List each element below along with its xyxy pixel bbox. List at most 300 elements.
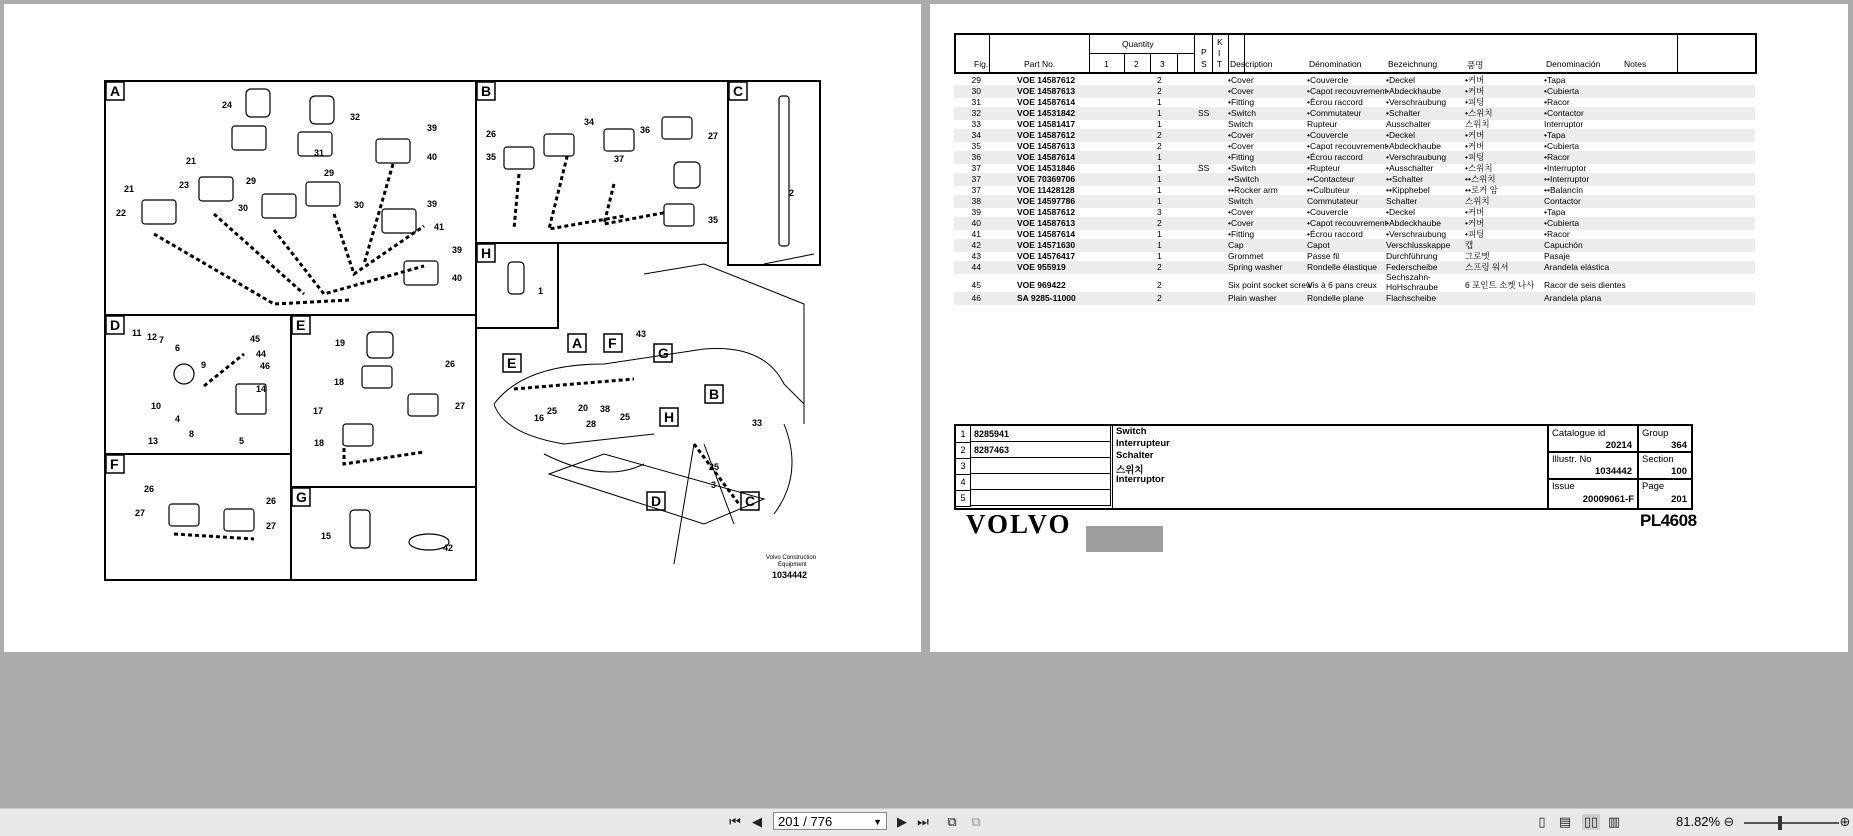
- title-name: 스위치: [1116, 465, 1144, 476]
- cell-fig: 29: [971, 75, 981, 85]
- header-i: I: [1218, 48, 1221, 58]
- cell-fr: •Couvercle: [1307, 207, 1349, 217]
- cell-es: Contactor: [1544, 196, 1581, 206]
- cell-de: Federscheibe: [1386, 262, 1438, 272]
- ref-number: 3: [956, 458, 971, 475]
- illustration-number: 1034442: [772, 570, 808, 580]
- cell-fr: •Commutateur: [1307, 108, 1362, 118]
- cell-pn: VOE 14587612: [1017, 75, 1076, 85]
- callout-number: 39: [452, 245, 463, 255]
- cell-de: •Verschraubung: [1386, 229, 1447, 239]
- title-name: Interrupteur: [1116, 438, 1170, 449]
- cell-fr: Rondelle élastique: [1307, 262, 1377, 272]
- header-fig: Fig.: [974, 59, 989, 69]
- cell-desc: •Fitting: [1228, 97, 1255, 107]
- panel-label-G: G: [658, 345, 669, 361]
- callout-number: 12: [147, 332, 158, 342]
- cell-fig: 34: [971, 130, 981, 140]
- cell-es: •Contactor: [1544, 108, 1584, 118]
- cell-fr: •Capot recouvrement: [1307, 218, 1387, 228]
- cell-pn: VOE 14576417: [1017, 251, 1076, 261]
- cell-fig: 43: [971, 251, 981, 261]
- cell-desc: •Fitting: [1228, 152, 1255, 162]
- cell-desc: ••Rocker arm: [1228, 185, 1278, 195]
- ref-number: 1: [956, 426, 971, 443]
- cell-fig: 37: [971, 185, 981, 195]
- cell-fig: 30: [971, 86, 981, 96]
- cell-de: Schalter: [1386, 196, 1418, 206]
- callout-number: 40: [427, 152, 438, 162]
- cell-ko: 스위치: [1465, 119, 1490, 129]
- cell-q2: 1: [1157, 119, 1162, 129]
- cell-fr: •Écrou raccord: [1307, 229, 1363, 239]
- page-tab-marker: [1086, 526, 1163, 552]
- header-description: Description: [1230, 59, 1273, 69]
- callout-number: 38: [600, 404, 611, 414]
- cell-pn: VOE 14581417: [1017, 119, 1076, 129]
- cell-desc: Plain washer: [1228, 293, 1277, 303]
- cell-q2: 2: [1157, 280, 1162, 290]
- callout-number: 26: [266, 496, 277, 506]
- callout-number: 26: [445, 359, 456, 369]
- callout-number: 24: [222, 100, 233, 110]
- catalogue-id-label: Catalogue id: [1552, 428, 1606, 439]
- cell-ko: •커버: [1465, 130, 1485, 140]
- panel-label-F: F: [110, 456, 119, 472]
- header-denomination: Dénomination: [1309, 59, 1362, 69]
- cell-ko: •피팅: [1465, 229, 1485, 239]
- cell-es: •Tapa: [1544, 75, 1566, 85]
- cell-fig: 37: [971, 174, 981, 184]
- cell-ko: ••로커 암: [1465, 185, 1498, 195]
- cell-fig: 40: [971, 218, 981, 228]
- cell-q2: 2: [1157, 86, 1162, 96]
- cell-fig: 33: [971, 119, 981, 129]
- cell-q2: 1: [1157, 174, 1162, 184]
- cell-pn: VOE 14587614: [1017, 229, 1076, 239]
- issue-value: 20009061-F: [1582, 494, 1634, 505]
- cell-de: ••Schalter: [1386, 174, 1424, 184]
- cell-de: •Verschraubung: [1386, 97, 1447, 107]
- cell-q2: 2: [1157, 75, 1162, 85]
- cell-fig: 35: [971, 141, 981, 151]
- callout-number: 36: [640, 125, 651, 135]
- cell-fig: 36: [971, 152, 981, 162]
- cell-ko: •커버: [1465, 218, 1485, 228]
- cell-es: Racor de seis dientes: [1544, 280, 1626, 290]
- callout-number: 22: [116, 208, 127, 218]
- cell-de: Ausschalter: [1386, 119, 1431, 129]
- callout-number: 13: [148, 436, 159, 446]
- cell-ko: •커버: [1465, 141, 1485, 151]
- header-notes: Notes: [1624, 59, 1647, 69]
- cell-ko: ••스위치: [1465, 174, 1496, 184]
- cell-ko: •피팅: [1465, 152, 1485, 162]
- cell-q2: 1: [1157, 185, 1162, 195]
- cell-desc: ••Switch: [1228, 174, 1259, 184]
- cell-de: •Deckel: [1386, 75, 1415, 85]
- cell-q2: 1: [1157, 152, 1162, 162]
- cell-es: •Tapa: [1544, 130, 1566, 140]
- ref-value: 8285941: [971, 426, 1111, 442]
- title-block: [954, 424, 1693, 510]
- callout-number: 2: [789, 188, 795, 198]
- cell-fr: Commutateur: [1307, 196, 1359, 206]
- cell-de: Durchführung: [1386, 251, 1438, 261]
- callout-number: 28: [586, 419, 597, 429]
- cell-desc: •Cover: [1228, 86, 1254, 96]
- cell-es: •Racor: [1544, 97, 1570, 107]
- cell-es: •Cubierta: [1544, 218, 1580, 228]
- cell-pn: SA 9285-11000: [1017, 293, 1076, 303]
- catalogue-id: 20214: [1605, 440, 1632, 451]
- cell-de: •Deckel: [1386, 130, 1415, 140]
- callout-number: 43: [636, 329, 647, 339]
- zoom-slider-thumb[interactable]: [1778, 816, 1782, 830]
- cell-q2: 1: [1157, 229, 1162, 239]
- header-korean: 품명: [1467, 60, 1484, 70]
- cell-pn: VOE 14531842: [1017, 108, 1076, 118]
- cell-fr: Capot: [1307, 240, 1330, 250]
- table-row: [954, 292, 1755, 305]
- zoom-slider[interactable]: [1744, 822, 1839, 824]
- panel-label-A: A: [572, 335, 583, 351]
- panel-label-H: H: [664, 409, 675, 425]
- callout-number: 16: [534, 413, 545, 423]
- cell-q2: 1: [1157, 251, 1162, 261]
- cell-fig: 32: [971, 108, 981, 118]
- callout-number: 39: [427, 199, 438, 209]
- callout-number: 9: [201, 360, 207, 370]
- caption-line2: Equipment: [778, 562, 807, 568]
- cell-fig: 42: [971, 240, 981, 250]
- callout-number: 46: [260, 361, 271, 371]
- cell-de: •Abdeckhaube: [1386, 141, 1441, 151]
- cell-es: Pasaje: [1544, 251, 1570, 261]
- callout-number: 34: [584, 117, 595, 127]
- callout-number: 19: [335, 338, 346, 348]
- callout-number: 27: [135, 508, 146, 518]
- cell-ko: •피팅: [1465, 97, 1485, 107]
- callout-number: 31: [314, 148, 325, 158]
- cell-fr: Rondelle plane: [1307, 293, 1364, 303]
- callout-number: 35: [486, 152, 497, 162]
- table-header: [954, 33, 1757, 74]
- cell-fig: 46: [971, 293, 981, 303]
- cell-pn: VOE 14587612: [1017, 130, 1076, 140]
- callout-number: 23: [179, 180, 190, 190]
- caption-line1: Volvo Construction: [766, 555, 817, 561]
- panel-label-B: B: [709, 386, 720, 402]
- chevron-down-icon: ▼: [873, 817, 882, 827]
- group-label: Group: [1642, 428, 1669, 439]
- cell-desc: Cap: [1228, 240, 1244, 250]
- panel-label-E: E: [296, 317, 306, 333]
- callout-number: 27: [708, 131, 719, 141]
- cell-fig: 39: [971, 207, 981, 217]
- header-p: P: [1201, 47, 1207, 57]
- callout-number: 8: [189, 429, 195, 439]
- cell-fig: 45: [971, 280, 981, 290]
- cell-q2: 2: [1157, 293, 1162, 303]
- callout-number: 40: [452, 273, 463, 283]
- panel-label-A: A: [110, 83, 121, 99]
- illustr-no: 1034442: [1595, 466, 1632, 477]
- cell-de: •Abdeckhaube: [1386, 86, 1441, 96]
- cell-fig: 38: [971, 196, 981, 206]
- ref-value: 8287463: [971, 442, 1111, 458]
- ref-number: 4: [956, 474, 971, 491]
- cell-pn: VOE 14531846: [1017, 163, 1076, 173]
- cell-q2: 2: [1157, 262, 1162, 272]
- panel-label-C: C: [733, 83, 744, 99]
- cell-ko: 스위치: [1465, 196, 1490, 206]
- cell-pn: VOE 70369706: [1017, 174, 1076, 184]
- page-value: 201: [1671, 494, 1687, 505]
- cell-desc: Grommet: [1228, 251, 1264, 261]
- cell-pn: VOE 14587613: [1017, 86, 1076, 96]
- issue-label: Issue: [1552, 481, 1575, 492]
- first-page-icon[interactable]: ⏮: [729, 814, 741, 829]
- cell-desc: •Fitting: [1228, 229, 1255, 239]
- cell-fr: •Écrou raccord: [1307, 152, 1363, 162]
- cell-fig: 44: [971, 262, 981, 272]
- cell-pn: VOE 14587614: [1017, 97, 1076, 107]
- panel-label-F: F: [608, 335, 617, 351]
- cell-fr: •Capot recouvrement: [1307, 86, 1387, 96]
- panel-label-E: E: [507, 355, 517, 371]
- panel-G-frame: [291, 487, 476, 580]
- page-label: Page: [1642, 481, 1665, 492]
- cell-q2: 2: [1157, 218, 1162, 228]
- cell-desc: •Cover: [1228, 218, 1254, 228]
- cell-fr: Rupteur: [1307, 119, 1338, 129]
- cell-fr: ••Contacteur: [1307, 174, 1355, 184]
- cell-de: •Ausschalter: [1386, 163, 1434, 173]
- section-label: Section: [1642, 454, 1674, 465]
- viewer-toolbar: [0, 808, 1853, 836]
- panel-label-H: H: [481, 245, 492, 261]
- callout-number: 5: [239, 436, 245, 446]
- callout-number: 20: [578, 403, 589, 413]
- panel-label-B: B: [481, 83, 492, 99]
- cell-pn: VOE 969422: [1017, 280, 1066, 290]
- cell-es: •Interruptor: [1544, 163, 1587, 173]
- cell-fig: 41: [971, 229, 981, 239]
- cell-ps: SS: [1198, 108, 1210, 118]
- cell-pn: VOE 14587613: [1017, 141, 1076, 151]
- table-row: [954, 272, 1755, 292]
- catalogue-code: PL4608: [1640, 511, 1697, 530]
- cell-es: •Racor: [1544, 152, 1570, 162]
- cell-es: ••Balancín: [1544, 185, 1584, 195]
- cell-fig: 37: [971, 163, 981, 173]
- panel-C-frame: [728, 81, 820, 265]
- cell-q2: 1: [1157, 240, 1162, 250]
- cell-fr: •Couvercle: [1307, 75, 1349, 85]
- single-page-view-icon[interactable]: ▯: [1538, 814, 1546, 829]
- callout-number: 33: [752, 418, 763, 428]
- header-denominacion: Denominación: [1546, 59, 1601, 69]
- cell-q2: 2: [1157, 141, 1162, 151]
- ref-number: 5: [956, 490, 971, 507]
- zoom-out-icon[interactable]: ⊖: [1723, 814, 1735, 829]
- callout-number: 42: [443, 543, 454, 553]
- ref-value: [971, 474, 1111, 490]
- cell-ko: •스위치: [1465, 163, 1493, 173]
- volvo-logo: VOLVO: [966, 509, 1072, 539]
- cell-es: Capuchón: [1544, 240, 1583, 250]
- callout-number: 30: [238, 203, 249, 213]
- cell-de: •Verschraubung: [1386, 152, 1447, 162]
- panel-label-D: D: [651, 493, 662, 509]
- illustr-label: Illustr. No: [1552, 454, 1592, 465]
- cell-pn: VOE 14597786: [1017, 196, 1076, 206]
- cell-es: ••Interruptor: [1544, 174, 1590, 184]
- cell-pn: VOE 955919: [1017, 262, 1066, 272]
- title-name: Interruptor: [1116, 474, 1165, 485]
- title-name: Switch: [1116, 426, 1147, 437]
- cell-es: •Racor: [1544, 229, 1570, 239]
- zoom-in-icon[interactable]: ⊕: [1839, 814, 1851, 829]
- cell-desc: Switch: [1228, 119, 1254, 129]
- cell-desc: •Switch: [1228, 108, 1257, 118]
- header-part-no: Part No.: [1024, 59, 1056, 69]
- callout-number: 21: [186, 156, 197, 166]
- cell-es: •Tapa: [1544, 207, 1566, 217]
- ref-number: 2: [956, 442, 971, 459]
- drawing-page: [4, 4, 921, 652]
- parts-drawing: [4, 4, 921, 652]
- panel-label-D: D: [110, 317, 121, 333]
- cell-es: •Cubierta: [1544, 141, 1580, 151]
- header-q2: 2: [1134, 59, 1139, 69]
- callout-number: 30: [354, 200, 365, 210]
- page-number-select[interactable]: [773, 812, 887, 830]
- cell-ko: 6 포인트 소켓 나사: [1465, 280, 1535, 290]
- cell-de: ••Kipphebel: [1386, 185, 1430, 195]
- header-q3: 3: [1160, 59, 1165, 69]
- callout-number: 1: [538, 286, 544, 296]
- cell-de: •Deckel: [1386, 207, 1415, 217]
- cell-de: Flachscheibe: [1386, 293, 1437, 303]
- callout-number: 10: [151, 401, 162, 411]
- header-s: S: [1201, 59, 1207, 69]
- section-value: 100: [1671, 466, 1687, 477]
- title-name: Schalter: [1116, 450, 1154, 461]
- callout-number: 25: [709, 462, 720, 472]
- callout-number: 6: [175, 343, 181, 353]
- callout-number: 35: [708, 215, 719, 225]
- rotate-page-icon[interactable]: ⧉: [947, 814, 957, 829]
- last-page-icon[interactable]: ⏭: [917, 814, 929, 829]
- header-quantity: Quantity: [1122, 39, 1154, 49]
- cell-q2: 1: [1157, 163, 1162, 173]
- callout-number: 25: [620, 412, 631, 422]
- cell-q2: 3: [1157, 207, 1162, 217]
- cell-ko: 스프링 워셔: [1465, 262, 1509, 272]
- page-number-value: 201 / 776: [778, 814, 833, 829]
- cell-desc: Six point socket screw: [1228, 280, 1313, 290]
- cell-pn: VOE 14587614: [1017, 152, 1076, 162]
- callout-number: 37: [614, 154, 625, 164]
- cell-de: Sechszahn-HoHschraube: [1386, 272, 1438, 292]
- cell-ko: •커버: [1465, 207, 1485, 217]
- callout-number: 11: [132, 328, 142, 338]
- callout-number: 4: [175, 414, 181, 424]
- callout-number: 39: [427, 123, 438, 133]
- continuous-facing-view-icon[interactable]: ▥: [1607, 814, 1621, 829]
- cell-fr: •Écrou raccord: [1307, 97, 1363, 107]
- cell-ko: 캡: [1465, 240, 1474, 250]
- next-page-icon[interactable]: ▶: [897, 814, 907, 829]
- cell-fr: ••Culbuteur: [1307, 185, 1350, 195]
- cell-pn: VOE 14587612: [1017, 207, 1076, 217]
- cell-de: •Schalter: [1386, 108, 1421, 118]
- previous-page-icon[interactable]: ◀: [752, 814, 762, 829]
- cell-es: Interruptor: [1544, 119, 1584, 129]
- ref-value: [971, 458, 1111, 474]
- cell-q2: 1: [1157, 108, 1162, 118]
- parts-list-page: [930, 4, 1848, 652]
- callout-number: 32: [350, 112, 361, 122]
- callout-number: 44: [256, 349, 267, 359]
- panel-label-G: G: [296, 489, 307, 505]
- callout-number: 15: [321, 531, 332, 541]
- cell-fr: •Capot recouvrement: [1307, 141, 1387, 151]
- callout-number: 26: [486, 129, 497, 139]
- callout-number: 45: [250, 334, 261, 344]
- cell-pn: VOE 11428128: [1017, 185, 1075, 195]
- cell-de: Verschlusskappe: [1386, 240, 1451, 250]
- cell-ps: SS: [1198, 163, 1210, 173]
- callout-number: 17: [313, 406, 324, 416]
- cell-desc: •Cover: [1228, 207, 1254, 217]
- cell-fr: Passe fil: [1307, 251, 1340, 261]
- cell-desc: •Switch: [1228, 163, 1257, 173]
- callout-number: 41: [434, 222, 445, 232]
- callout-number: 27: [455, 401, 466, 411]
- zoom-level: 81.82%: [1676, 814, 1721, 829]
- cell-q2: 2: [1157, 130, 1162, 140]
- cell-desc: •Cover: [1228, 141, 1254, 151]
- callout-number: 27: [266, 521, 277, 531]
- header-bezeichnung: Bezeichnung: [1388, 59, 1438, 69]
- copy-page-icon[interactable]: ⧉: [971, 814, 981, 829]
- cell-de: •Abdeckhaube: [1386, 218, 1441, 228]
- callout-number: 18: [334, 377, 345, 387]
- cell-desc: Spring washer: [1228, 262, 1283, 272]
- group-value: 364: [1671, 440, 1687, 451]
- callout-number: 25: [547, 406, 558, 416]
- callout-number: 29: [324, 168, 335, 178]
- continuous-view-icon[interactable]: ▤: [1558, 814, 1572, 829]
- cell-desc: •Cover: [1228, 75, 1254, 85]
- cell-q2: 1: [1157, 196, 1162, 206]
- cell-es: Arandela elástica: [1544, 262, 1610, 272]
- cell-pn: VOE 14571630: [1017, 240, 1076, 250]
- cell-desc: Switch: [1228, 196, 1254, 206]
- callout-number: 14: [256, 384, 267, 394]
- cell-fr: •Couvercle: [1307, 130, 1349, 140]
- cell-desc: •Cover: [1228, 130, 1254, 140]
- cell-ko: •커버: [1465, 75, 1485, 85]
- two-page-view-icon[interactable]: ▯▯: [1583, 814, 1599, 829]
- cell-q2: 1: [1157, 97, 1162, 107]
- callout-number: 7: [159, 335, 165, 345]
- callout-number: 21: [124, 184, 135, 194]
- callout-number: 3: [711, 480, 717, 490]
